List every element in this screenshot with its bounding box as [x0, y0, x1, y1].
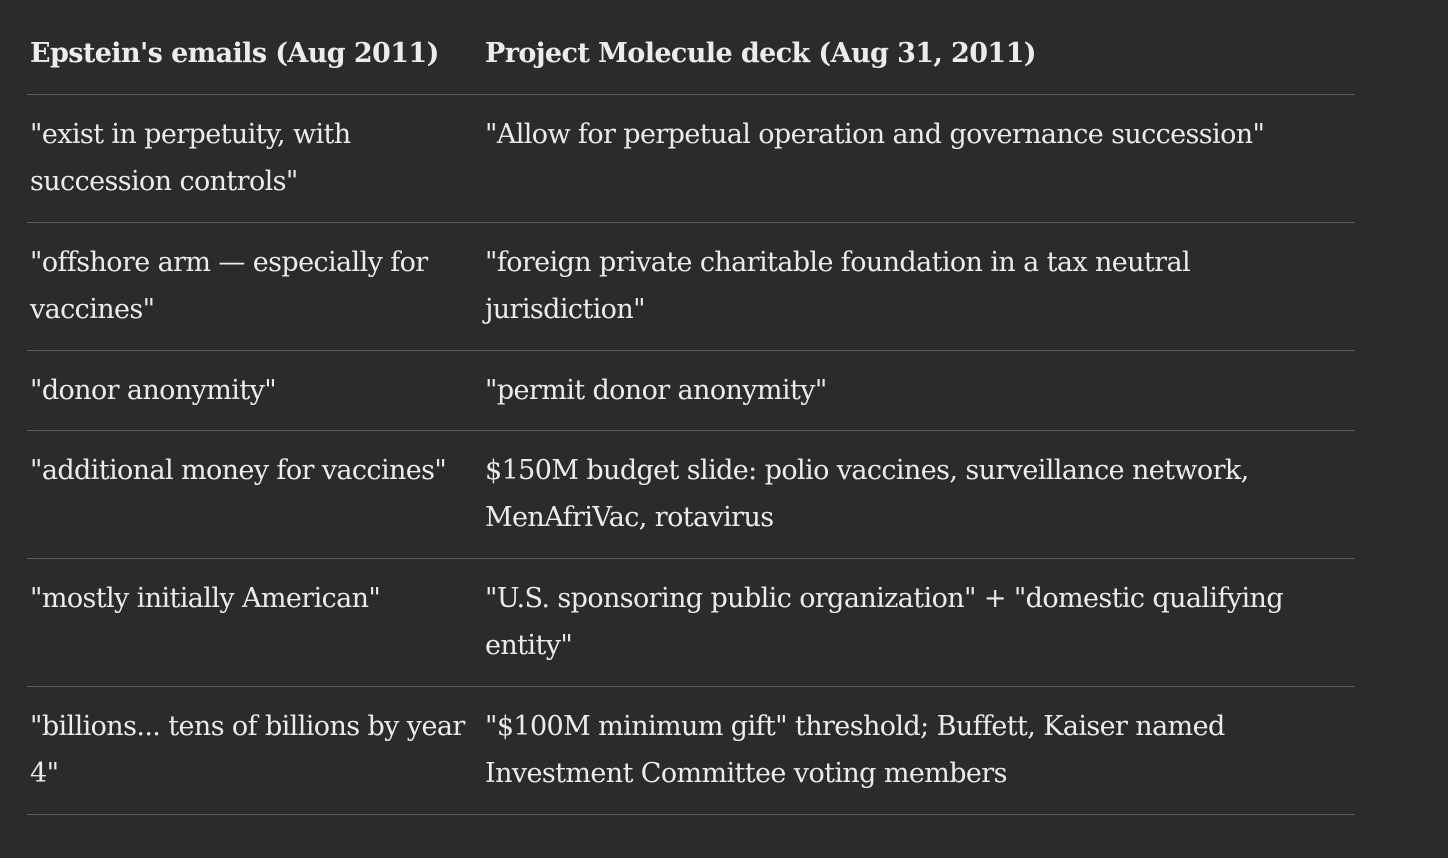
table-row	[27, 686, 1355, 814]
table-row	[27, 430, 1355, 558]
cell-project-molecule: "U.S. sponsoring public organization" + "domestic qualifying entity"	[482, 558, 1355, 686]
cell-project-molecule: "$100M minimum gift" threshold; Buffett, Kaiser named Investment Committee voting members	[482, 686, 1355, 814]
cell-project-molecule: $150M budget slide: polio vaccines, surveillance network, MenAfriVac, rotavirus	[482, 430, 1355, 558]
cell-project-molecule: "permit donor anonymity"	[482, 350, 1355, 430]
table-row	[27, 222, 1355, 350]
cell-project-molecule: "Allow for perpetual operation and governance succession"	[482, 94, 1355, 222]
cell-epstein-email: "exist in perpetuity, with succession controls"	[27, 94, 482, 222]
table-row	[27, 558, 1355, 686]
cell-project-molecule: "foreign private charitable foundation in a tax neutral jurisdiction"	[482, 222, 1355, 350]
comparison-table	[27, 18, 1355, 815]
comparison-table-container	[27, 18, 1355, 815]
table-row	[27, 350, 1355, 430]
table-row	[27, 94, 1355, 222]
cell-epstein-email: "additional money for vaccines"	[27, 430, 482, 558]
column-header-epstein-emails: Epstein's emails (Aug 2011)	[27, 18, 482, 94]
column-header-project-molecule: Project Molecule deck (Aug 31, 2011)	[482, 18, 1355, 94]
table-header-row	[27, 18, 1355, 94]
cell-epstein-email: "offshore arm — especially for vaccines"	[27, 222, 482, 350]
cell-epstein-email: "billions... tens of billions by year 4"	[27, 686, 482, 814]
cell-epstein-email: "mostly initially American"	[27, 558, 482, 686]
cell-epstein-email: "donor anonymity"	[27, 350, 482, 430]
